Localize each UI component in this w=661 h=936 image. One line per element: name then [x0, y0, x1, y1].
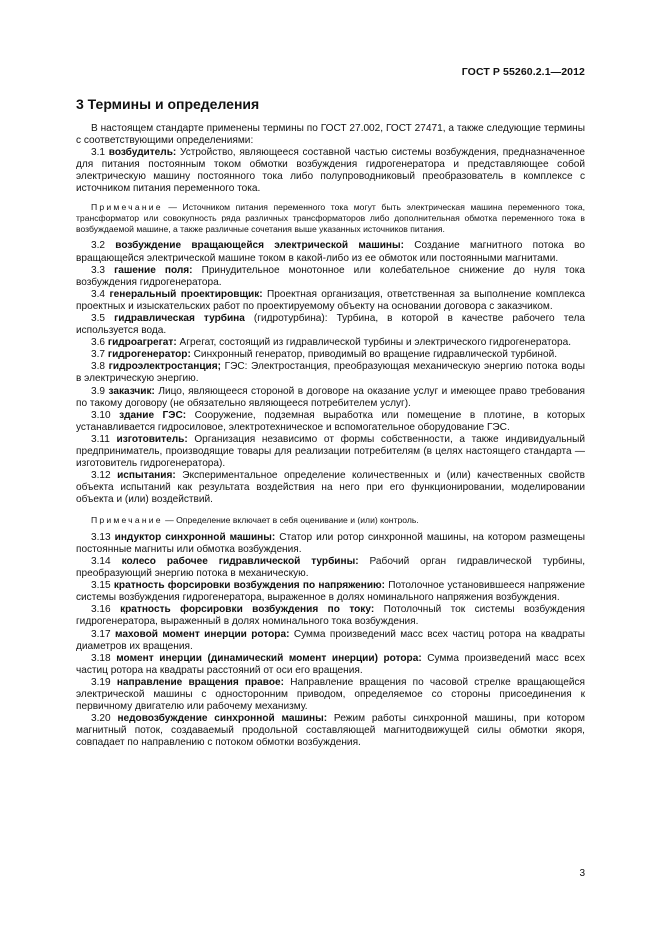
term-entry: 3.15 кратность форсировки возбуждения по напряжению: Потолочное установившееся напряжение системы возбуждения гидрогенератора, выраженное в долях номинального напряжения возбуждения. [76, 580, 585, 604]
term-entry: 3.1 возбудитель: Устройство, являющееся составной частью системы возбуждения, предназначенное для питания постоянным током обмотки возбуждения гидрогенератора и представляющее собой электрическую машину постоянного тока либо полупроводниковый преобразователь в комплексе с источником питания переменного тока. [76, 147, 585, 195]
section-title: 3 Термины и определения [76, 96, 260, 112]
term-entry: 3.14 колесо рабочее гидравлической турбины: Рабочий орган гидравлической турбины, преобразующий энергию потока в механическую. [76, 556, 585, 580]
term-entry: 3.7 гидрогенератор: Синхронный генератор, приводимый во вращение гидравлической турбиной. [91, 349, 558, 361]
term-entry: 3.18 момент инерции (динамический момент инерции) ротора: Сумма произведений масс всех частиц ротора на квадраты расстояний от оси его вращения. [76, 652, 585, 676]
terms-content [76, 123, 585, 750]
note-paragraph: Примечание — Определение включает в себя оценивание и (или) контроль. [91, 514, 419, 525]
term-entry: 3.6 гидроагрегат: Агрегат, состоящий из гидравлической турбины и электрического гидрогенератора. [91, 337, 572, 349]
term-entry: 3.17 маховой момент инерции ротора: Сумма произведений масс всех частиц ротора на квадраты диаметров их вращения. [76, 628, 585, 652]
term-entry: 3.19 направление вращения правое: Направление вращения по часовой стрелке вращающейся электрической машины с односторонним приводом, определяемое со стороны присоединения к первичному двигателю или рабочему механизму. [76, 676, 585, 713]
term-entry: 3.16 кратность форсировки возбуждения по току: Потолочный ток системы возбуждения гидрогенератора, выраженный в долях номинального тока возбуждения. [76, 604, 585, 628]
term-entry: 3.8 гидроэлектростанция; ГЭС: Электростанция, преобразующая механическую энергию потока воды в электрическую энергию. [76, 361, 585, 385]
document-code: ГОСТ Р 55260.2.1—2012 [461, 66, 585, 78]
intro-paragraph: В настоящем стандарте применены термины по ГОСТ 27.002, ГОСТ 27471, а также следующие термины с соответствующими определениями: [76, 123, 585, 147]
term-entry: 3.20 недовозбуждение синхронной машины: Режим работы синхронной машины, при котором магнитный поток, создаваемый продольной составляющей магнитодвижущей силы обмотки якоря, совпадает по направлению с потоком обмотки возбуждения. [76, 713, 585, 749]
term-entry: 3.2 возбуждение вращающейся электрической машины: Создание магнитного потока во вращающейся электрической машине током в какой-либо из ее обмоток или постоянными магнитами. [76, 240, 585, 264]
term-entry: 3.5 гидравлическая турбина (гидротурбина): Турбина, в которой в качестве рабочего тела используется вода. [76, 313, 585, 337]
term-entry: 3.3 гашение поля: Принудительное монотонное или колебательное снижение до нуля тока возбуждения гидрогенератора. [76, 264, 585, 288]
term-entry: 3.11 изготовитель: Организация независимо от формы собственности, а также индивидуальный предприниматель, производящие товары для реализации потребителям (в целях настоящего стандарта — изготовитель гидрогенератора). [76, 433, 585, 470]
term-entry: 3.9 заказчик: Лицо, являющееся стороной в договоре на оказание услуг и имеющее право требования по такому договору (не обязательно являющееся потребителем услуг). [76, 385, 585, 409]
term-entry: 3.12 испытания: Экспериментальное определение количественных и (или) качественных свойств объекта испытаний как результата воздействия на него при его функционировании, моделировании объекта и (или) воздействий. [76, 470, 585, 506]
term-entry: 3.10 здание ГЭС: Сооружение, подземная выработка или помещение в плотине, в которых устанавливается гидросиловое, электротехническое и вспомогательное оборудование ГЭС. [76, 409, 585, 433]
term-entry: 3.13 индуктор синхронной машины: Статор или ротор синхронной машины, на котором размещены постоянные магниты или обмотка возбуждения. [76, 531, 585, 555]
page-number: 3 [579, 868, 585, 879]
term-entry: 3.4 генеральный проектировщик: Проектная организация, ответственная за выполнение комплекса проектных и изыскательских работ по проектируемому объекту на основании договора с заказчиком. [76, 288, 585, 312]
note-paragraph: Примечание — Источником питания переменного тока могут быть электрическая машина переменного тока, трансформатор или совокупность ряда различных трансформаторов либо дополнительная обмотка переменного тока в возбуждаемой машине, а также различные сочетания выше указанных источников питания. [76, 201, 585, 235]
